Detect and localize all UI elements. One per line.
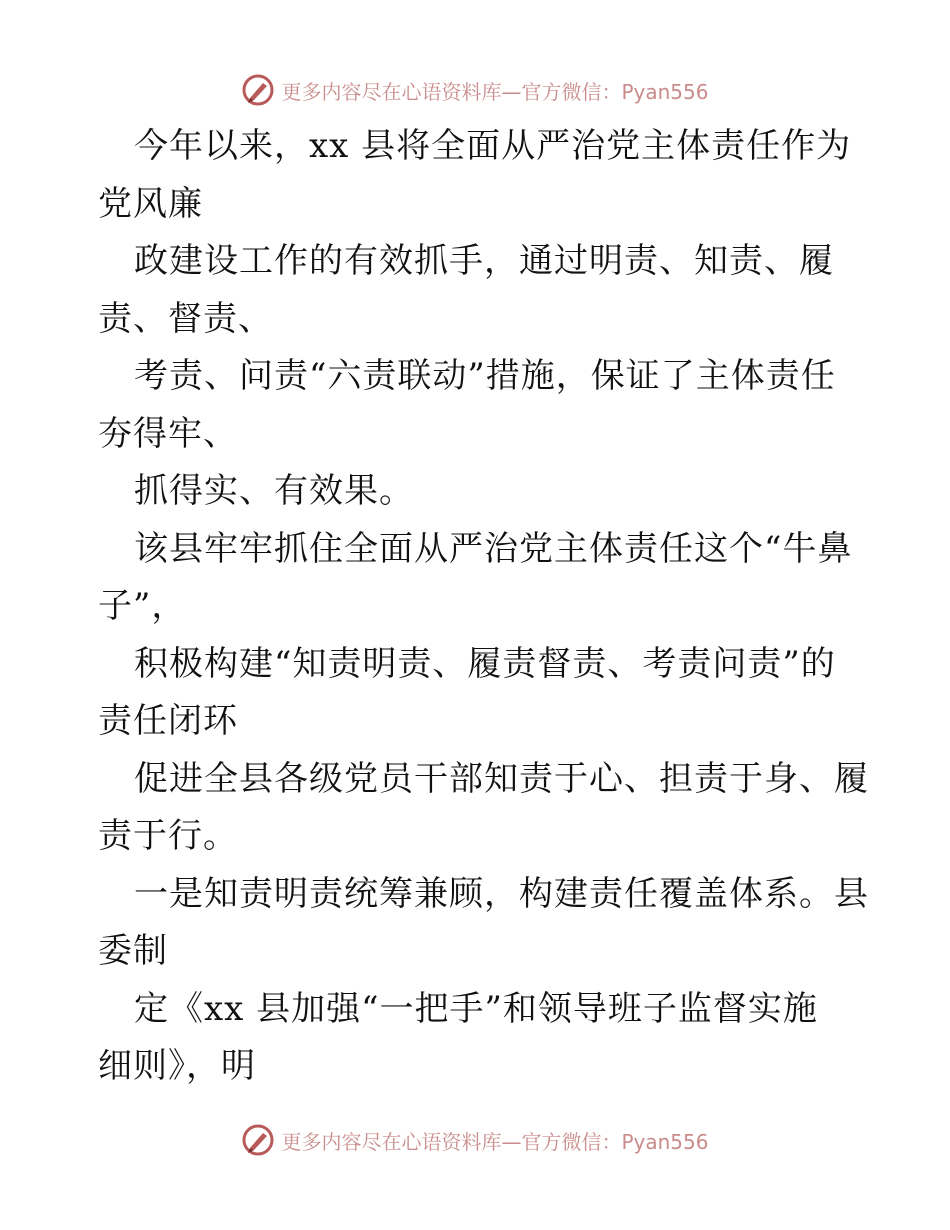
text-line: 细则》，明 xyxy=(98,1046,256,1086)
text-line: 该县牢牢抓住全面从严治党主体责任这个“牛鼻 xyxy=(134,528,853,569)
text-line: 委制 xyxy=(98,931,168,971)
text-line: 责于行。 xyxy=(98,816,238,856)
document-body xyxy=(98,118,869,1096)
text-line: 考责、问责“六责联动”措施，保证了主体责任 xyxy=(134,356,836,396)
text-line: 促进全县各级党员干部知责于心、担责于身、履 xyxy=(134,758,869,799)
watermark-text: 更多内容尽在心语资料库—官方微信：Pyan556 xyxy=(281,79,709,104)
text-line: 责任闭环 xyxy=(98,701,238,741)
text-line: 积极构建“知责明责、履责督责、考责问责”的 xyxy=(134,643,836,684)
watermark-text: 更多内容尽在心语资料库—官方微信：Pyan556 xyxy=(281,1129,709,1154)
text-line: 党风廉 xyxy=(98,183,203,224)
footer-watermark xyxy=(0,1120,950,1160)
pen-logo-icon xyxy=(241,73,275,107)
text-line: 一是知责明责统筹兼顾，构建责任覆盖体系。县 xyxy=(134,873,869,914)
header-watermark xyxy=(0,70,950,110)
text-line: 今年以来，xx 县将全面从严治党主体责任作为 xyxy=(134,126,852,166)
text-line: 定《xx 县加强“一把手”和领导班子监督实施 xyxy=(134,988,818,1029)
text-line: 政建设工作的有效抓手，通过明责、知责、履 xyxy=(134,241,834,281)
text-line: 夯得牢、 xyxy=(98,413,238,454)
text-line: 责、督责、 xyxy=(98,298,273,339)
text-line: 子”， xyxy=(98,586,187,626)
text-line: 抓得实、有效果。 xyxy=(134,471,414,511)
pen-logo-icon xyxy=(241,1123,275,1157)
